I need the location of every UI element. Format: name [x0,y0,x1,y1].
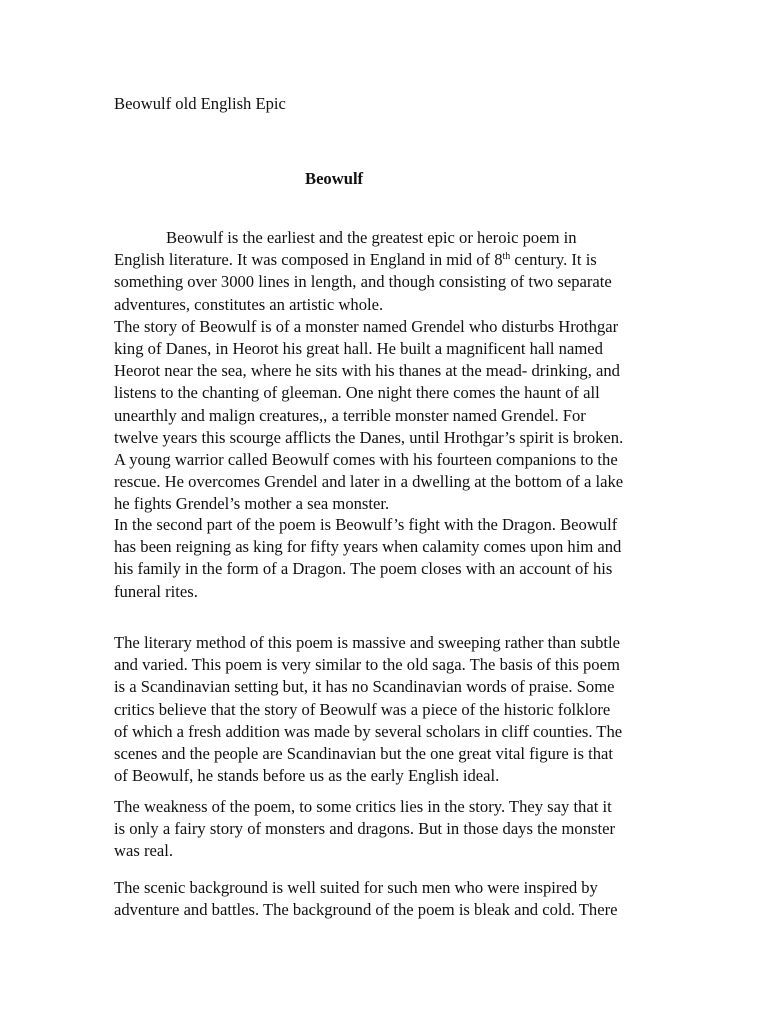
paragraph-line: The weakness of the poem, to some critics lies in the story. They say that it [114,797,612,816]
paragraph-line: is only a fairy story of monsters and dragons. But in those days the monster [114,819,615,839]
ordinal-suffix: th [502,251,511,263]
paragraph-line: adventure and battles. The background of the poem is bleak and cold. There [114,900,618,920]
paragraph-line: Heorot near the sea, where he sits with his thanes at the mead- drinking, and [114,361,620,381]
paragraph-line: The story of Beowulf is of a monster named Grendel who disturbs Hrothgar [114,316,619,336]
paragraph-line: and varied. This poem is very similar to the old saga. The basis of this poem [114,655,620,675]
paragraph-line: is a Scandinavian setting but, it has no Scandinavian words of praise. Some [114,677,615,697]
paragraph-line: has been reigning as king for fifty years when calamity comes upon him and [114,537,622,557]
document-title: Beowulf [305,169,364,188]
paragraph-line: In the second part of the poem is Beowulf’s fight with the Dragon. Beowulf [114,515,618,534]
paragraph-line [114,249,654,271]
paragraph-line: he fights Grendel’s mother a sea monster. [114,494,390,514]
paragraph-line: of which a fresh addition was made by several scholars in cliff counties. The [114,721,623,741]
paragraph-line: critics believe that the story of Beowulf was a piece of the historic folklore [114,699,611,719]
paragraph-line: was real. [114,841,173,861]
paragraph-1 [114,227,654,515]
paragraph-line: something over 3000 lines in length, and though consisting of two separate [114,272,612,292]
paragraph-line: The scenic background is well suited for such men who were inspired by [114,878,598,897]
paragraph-line: rescue. He overcomes Grendel and later in a dwelling at the bottom of a lake [114,472,624,492]
paragraph-2 [114,514,654,603]
paragraph-line: twelve years this scourge afflicts the Danes, until Hrothgar’s spirit is broken. [114,427,624,447]
paragraph-line: of Beowulf, he stands before us as the early English ideal. [114,766,500,786]
paragraph-line: his family in the form of a Dragon. The poem closes with an account of his [114,559,613,579]
paragraph-5 [114,877,654,921]
paragraph-line: Beowulf is the earliest and the greatest epic or heroic poem in [166,228,577,247]
paragraph-line: listens to the chanting of gleeman. One night there comes the haunt of all [114,383,600,403]
paragraph-line: A young warrior called Beowulf comes with his fourteen companions to the [114,449,618,469]
paragraph-line-text: century. It is [510,250,597,270]
paragraph-line: funeral rites. [114,581,198,601]
paragraph-line-text: English literature. It was composed in England in mid of 8 [114,250,503,270]
paragraph-line: scenes and the people are Scandinavian but the one great vital figure is that [114,743,614,763]
paragraph-4 [114,796,654,863]
paragraph-line: king of Danes, in Heorot his great hall. He built a magnificent hall named [114,338,603,358]
paragraph-line: unearthly and malign creatures,, a terrible monster named Grendel. For [114,405,586,425]
paragraph-3 [114,632,654,787]
paragraph-line: The literary method of this poem is massive and sweeping rather than subtle [114,633,620,652]
paragraph-line: adventures, constitutes an artistic whole. [114,294,384,314]
document-header: Beowulf old English Epic [114,94,286,113]
